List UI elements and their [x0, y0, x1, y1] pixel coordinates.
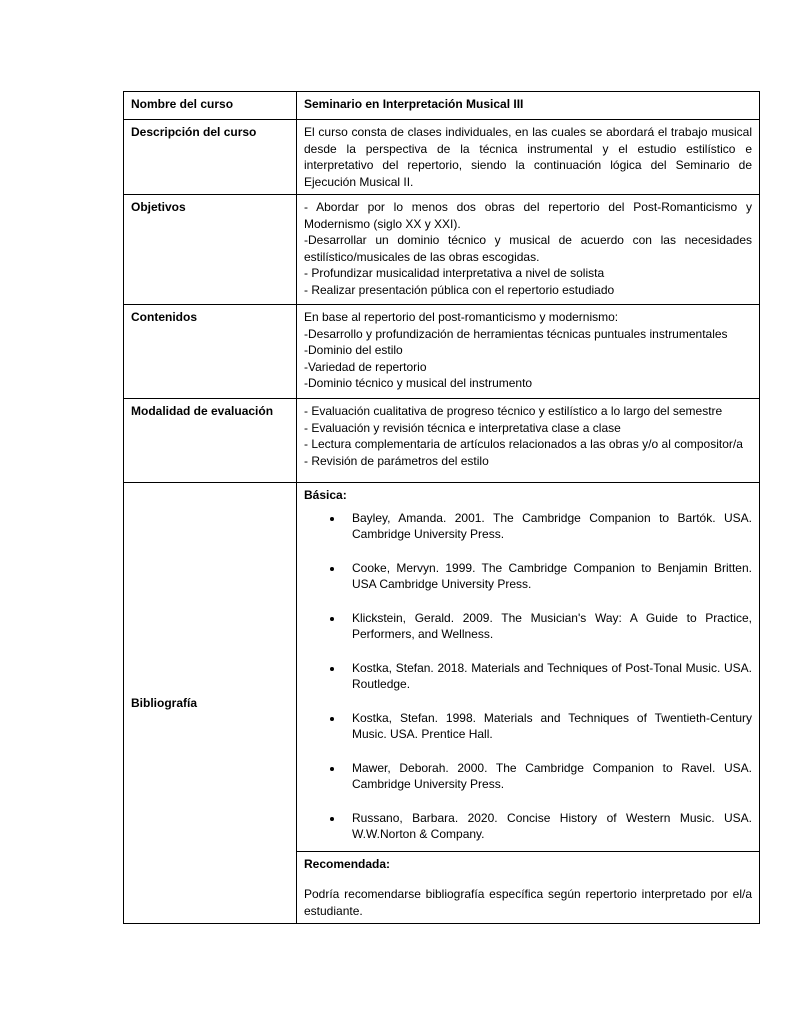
evaluation-label: Modalidad de evaluación	[124, 399, 297, 483]
contents-line: -Variedad de repertorio	[304, 359, 427, 374]
contents-line: -Dominio del estilo	[304, 343, 403, 357]
evaluation-line: - Lectura complementaria de artículos relacionados a las obras y/o al compositor/a	[304, 437, 743, 451]
row-objectives	[124, 195, 760, 305]
bibliography-item: • Russano, Barbara. 2020. Concise History of Western Music. USA. W.W.Norton & Company.	[344, 810, 752, 843]
bibliography-item: • Bayley, Amanda. 2001. The Cambridge Companion to Bartók. USA. Cambridge University Press.	[344, 510, 752, 543]
bibliography-item: • Mawer, Deborah. 2000. The Cambridge Companion to Ravel. USA. Cambridge University Press.	[344, 760, 752, 793]
contents-line: -Desarrollo y profundización de herramientas técnicas puntuales instrumentales	[304, 326, 728, 341]
bibliography-item: • Cooke, Mervyn. 1999. The Cambridge Companion to Benjamin Britten. USA Cambridge University Press.	[344, 560, 752, 593]
bibliography-basic-heading: Básica:	[304, 488, 347, 502]
contents-label: Contenidos	[124, 305, 297, 399]
objectives-line: -Desarrollar un dominio técnico y musical de acuerdo con las necesidades estilístico/musicales de las obras escogidas.	[304, 233, 752, 264]
evaluation-line: - Evaluación cualitativa de progreso técnico y estilístico a lo largo del semestre	[304, 404, 723, 418]
course-table	[123, 91, 760, 924]
bibliography-item: • Klickstein, Gerald. 2009. The Musician's Way: A Guide to Practice, Performers, and Wellness.	[344, 610, 752, 643]
bibliography-item: • Kostka, Stefan. 2018. Materials and Techniques of Post-Tonal Music. USA. Routledge.	[344, 660, 752, 693]
evaluation-line: - Revisión de parámetros del estilo	[304, 453, 489, 468]
evaluation-line: - Evaluación y revisión técnica e interpretativa clase a clase	[304, 420, 621, 435]
row-description	[124, 120, 760, 195]
row-course-name	[124, 92, 760, 120]
bibliography-recommended-heading: Recomendada:	[304, 856, 391, 871]
row-bibliography-basic	[124, 483, 760, 852]
objectives-line: - Realizar presentación pública con el repertorio estudiado	[304, 282, 615, 297]
objectives-text	[297, 195, 760, 305]
contents-line: En base al repertorio del post-romanticismo y modernismo:	[304, 310, 619, 324]
row-contents	[124, 305, 760, 399]
objectives-line: - Profundizar musicalidad interpretativa a nivel de solista	[304, 266, 605, 280]
description-text: El curso consta de clases individuales, en las cuales se abordará el trabajo musical desde la perspectiva de la técnica instrumental y el estudio estilístico e interpretativo del repertorio, siendo la continuación lógica del Seminario de Ejecución Musical II.	[297, 120, 760, 195]
course-name-value: Seminario en Interpretación Musical III	[297, 92, 760, 120]
bibliography-recommended-text: Podría recomendarse bibliografía específica según repertorio interpretado por el/a estudiante.	[304, 887, 752, 918]
course-name-label: Nombre del curso	[124, 92, 297, 120]
bibliography-basic-list	[304, 510, 752, 843]
bibliography-basic-cell	[297, 483, 760, 852]
objectives-label: Objetivos	[124, 195, 297, 305]
contents-text	[297, 305, 760, 399]
bibliography-label: Bibliografía	[124, 483, 297, 924]
bibliography-recommended-cell	[297, 851, 760, 924]
evaluation-text	[297, 399, 760, 483]
contents-line: -Dominio técnico y musical del instrumento	[304, 376, 533, 390]
objectives-line: - Abordar por lo menos dos obras del repertorio del Post-Romanticismo y Modernismo (siglo XX y XXI).	[304, 200, 752, 231]
bibliography-item: • Kostka, Stefan. 1998. Materials and Techniques of Twentieth-Century Music. USA. Prentice Hall.	[344, 710, 752, 743]
description-label: Descripción del curso	[124, 120, 297, 195]
row-evaluation	[124, 399, 760, 483]
